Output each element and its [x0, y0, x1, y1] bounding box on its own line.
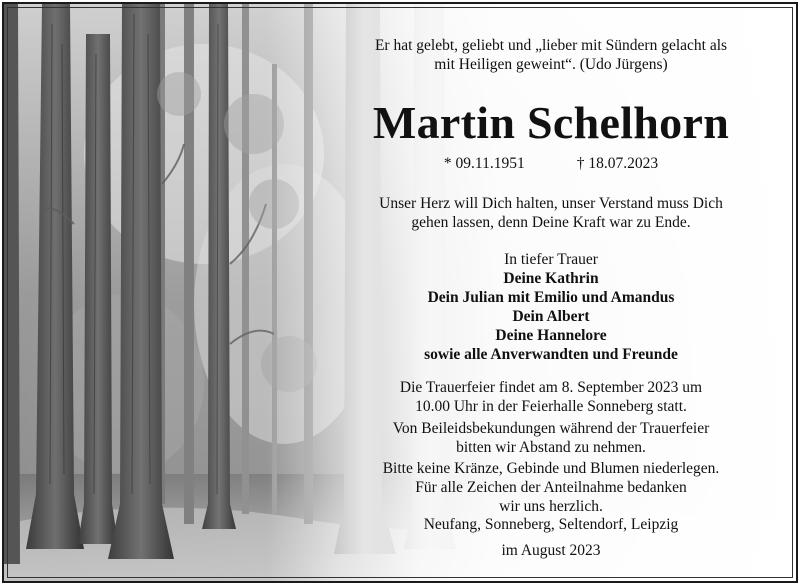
flowers-line-1: Bitte keine Kränze, Gebinde und Blumen niederlegen. [382, 460, 720, 477]
mourner-name: Dein Julian mit Emilio und Amandus [427, 289, 675, 306]
funeral-info-line-2: 10.00 Uhr in der Feierhalle Sonneberg statt. [415, 398, 687, 415]
life-dates [340, 154, 762, 174]
verse-line-2: gehen lassen, denn Deine Kraft war zu Ende. [411, 214, 691, 231]
death-date: † 18.07.2023 [576, 155, 659, 172]
condolence-line-2: bitten wir Abstand zu nehmen. [456, 439, 646, 456]
farewell-verse [340, 194, 762, 232]
mourners-intro: In tiefer Trauer [504, 251, 598, 268]
notice-text-column [340, 4, 762, 583]
flowers-line-3: wir uns herzlich. [499, 498, 603, 515]
mourners-list [340, 250, 762, 364]
birth-date: * 09.11.1951 [443, 155, 525, 172]
memorial-quote [340, 36, 762, 74]
funeral-info-line-1: Die Trauerfeier findet am 8. September 2023 um [399, 379, 703, 396]
flowers-note [340, 459, 762, 516]
verse-line-1: Unser Herz will Dich halten, unser Verstand muss Dich [379, 195, 723, 212]
condolence-note [340, 419, 762, 457]
mourner-name: Deine Kathrin [503, 270, 599, 287]
obituary-notice [2, 2, 798, 583]
quote-line-2: mit Heiligen geweint“. (Udo Jürgens) [434, 56, 668, 73]
funeral-info [340, 378, 762, 416]
deceased-name: Martin Schelhorn [372, 97, 730, 148]
date-line: im August 2023 [501, 542, 601, 559]
flowers-line-2: Für alle Zeichen der Anteilnahme bedanken [415, 479, 687, 496]
condolence-line-1: Von Beileidsbekundungen während der Trauerfeier [392, 420, 710, 437]
mourner-name: Deine Hannelore [495, 327, 607, 344]
mourner-name: sowie alle Anverwandten und Freunde [424, 346, 678, 363]
mourner-name: Dein Albert [512, 308, 590, 325]
quote-line-1: Er hat gelebt, geliebt und „lieber mit Sündern gelacht als [374, 37, 728, 54]
places-line: Neufang, Sonneberg, Seltendorf, Leipzig [423, 516, 679, 533]
